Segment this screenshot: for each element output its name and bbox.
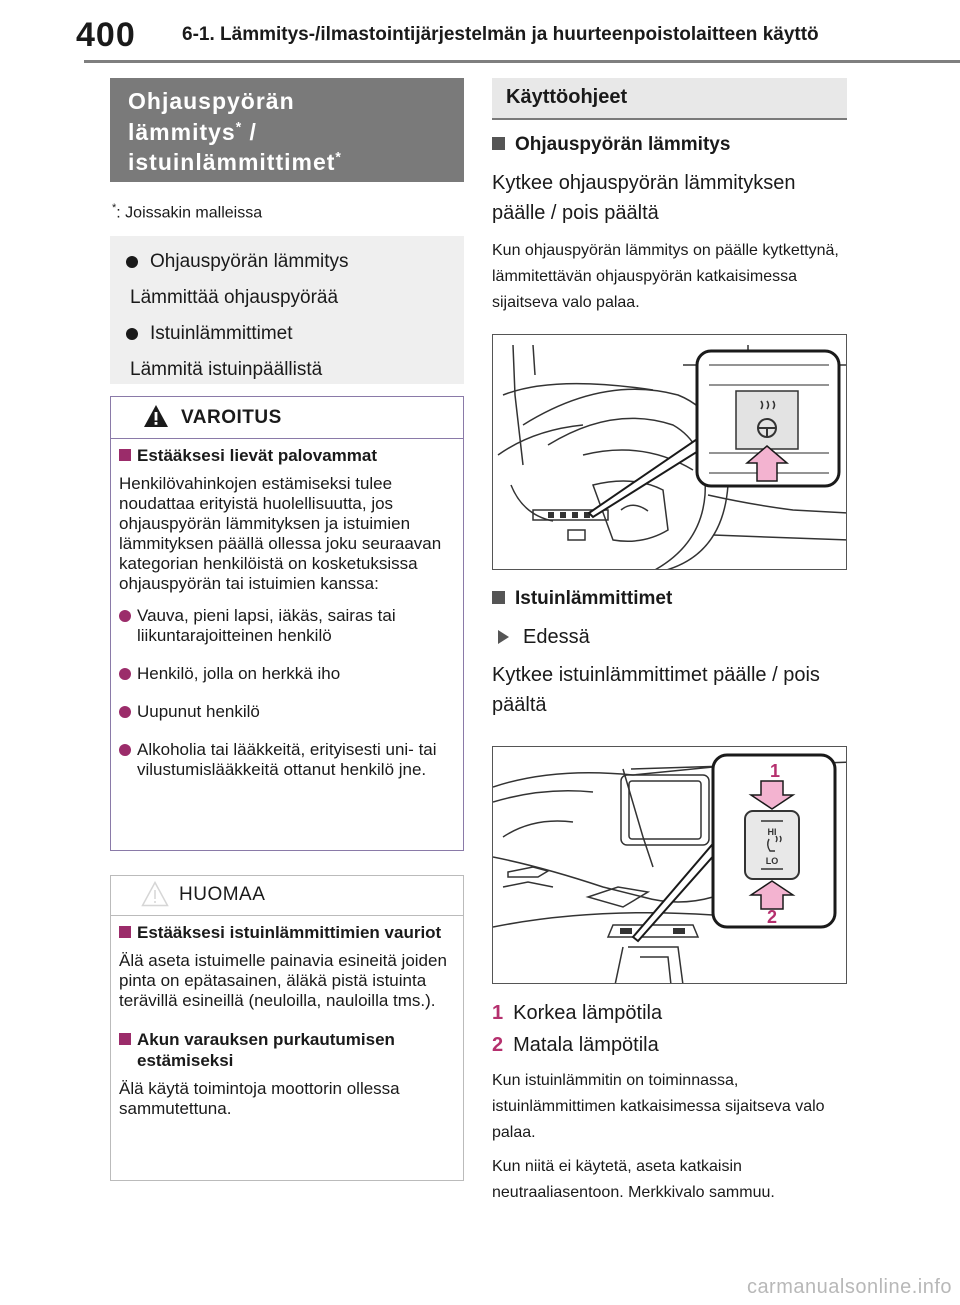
notice-text: Älä käytä toimintoja moottorin ollessa sammutettuna. xyxy=(119,1079,400,1119)
warning-text: Henkilövahinkojen estämiseksi tulee noudattaa erityistä huolellisuutta, jos ohjauspyörän lämmityksen ja istuimien lämmityksen päällä ollessa joku seuraavan kategorian henkilöistä on kosketuksissa ohjauspyörän tai istuimien kanssa: xyxy=(119,474,442,594)
page-number: 400 xyxy=(76,16,136,54)
asterisk-mark: * xyxy=(335,148,342,165)
steering-wheel-drawing xyxy=(493,335,847,570)
triangle-bullet-icon xyxy=(498,630,509,644)
list-item: Henkilö, jolla on herkkä iho xyxy=(119,664,455,684)
section-title-line2: lämmitys* / xyxy=(128,117,257,145)
level-item: 1 Korkea lämpötila xyxy=(492,1002,663,1024)
asterisk-mark: * xyxy=(235,117,243,134)
circle-bullet-icon xyxy=(119,744,131,756)
notice-heading: Akun varauksen purkautumisen estämiseksi xyxy=(119,1029,455,1071)
front-label: Edessä xyxy=(492,622,847,652)
list-item: Vauva, pieni lapsi, iäkäs, sairas tai liikuntarajoitteinen henkilö xyxy=(119,606,455,646)
notice-header xyxy=(111,876,463,916)
seat-heater-drawing xyxy=(493,747,847,984)
level-item: 2 Matala lämpötila xyxy=(492,1034,659,1056)
circle-bullet-icon xyxy=(119,706,131,718)
feature-item: Istuinlämmittimet xyxy=(122,316,452,352)
left-column xyxy=(110,78,464,1181)
hi-label: HI xyxy=(767,827,777,837)
warning-label: VAROITUS xyxy=(181,407,282,429)
section-title-line3: istuinlämmittimet* xyxy=(128,148,342,176)
feature-desc: Lämmittää ohjauspyörää xyxy=(130,287,339,309)
callout-2: 2 xyxy=(766,907,778,927)
feature-summary-box xyxy=(110,236,464,384)
seat-description: Kytkee istuinlämmittimet päälle / pois päältä xyxy=(492,664,820,716)
seat-note-2: Kun niitä ei käytetä, aseta katkaisin neutraaliasentoon. Merkkivalo sammuu. xyxy=(492,1158,775,1201)
feature-desc: Lämmitä istuinpäällistä xyxy=(130,359,323,381)
steering-heading: Ohjauspyörän lämmitys xyxy=(492,132,847,158)
watermark: carmanualsonline.info xyxy=(746,1276,952,1298)
list-item: Uupunut henkilö xyxy=(119,702,455,722)
lo-label: LO xyxy=(765,856,779,866)
seat-note-1: Kun istuinlämmitin on toiminnassa, istuinlämmittimen katkaisimessa sijaitseva valo palaa. xyxy=(492,1072,825,1141)
square-bullet-icon xyxy=(492,591,505,604)
footnote: *: Joissakin malleissa xyxy=(112,202,263,222)
warning-body xyxy=(111,439,463,780)
circle-bullet-icon xyxy=(119,668,131,680)
section-title-line1: Ohjauspyörän xyxy=(128,88,295,114)
notice-label: HUOMAA xyxy=(179,884,266,906)
steering-heater-illustration xyxy=(492,334,847,570)
right-column xyxy=(492,78,847,1206)
notice-text: Älä aseta istuimelle painavia esineitä joiden pinta on epätasainen, äläkä pistä istuinta terävillä esineillä (neuloilla, nauloilla tms.). xyxy=(119,951,447,1011)
notice-box xyxy=(110,875,464,1181)
warning-heading: Estääksesi lievät palovammat xyxy=(119,445,455,466)
seat-heater-illustration xyxy=(492,746,847,984)
circle-bullet-icon xyxy=(119,610,131,622)
feature-item: Ohjauspyörän lämmitys xyxy=(122,244,452,280)
header-divider xyxy=(84,60,960,63)
page-header xyxy=(0,0,960,64)
square-bullet-icon xyxy=(119,449,131,461)
steering-description: Kytkee ohjauspyörän lämmityksen päälle / pois päältä xyxy=(492,172,796,224)
section-title xyxy=(110,78,464,182)
level-number: 1 xyxy=(492,1002,504,1024)
warning-header xyxy=(111,397,463,439)
notice-heading: Estääksesi istuinlämmittimien vauriot xyxy=(119,922,455,943)
instructions-title: Käyttöohjeet xyxy=(492,78,847,120)
level-number: 2 xyxy=(492,1034,504,1056)
chapter-title: 6-1. Lämmitys-/ilmastointijärjestelmän ja huurteenpoistolaitteen käyttö xyxy=(182,24,819,45)
warning-icon xyxy=(143,404,169,428)
callout-1: 1 xyxy=(769,761,781,781)
square-bullet-icon xyxy=(119,1033,131,1045)
steering-note: Kun ohjauspyörän lämmitys on päälle kytkettynä, lämmitettävän ohjauspyörän katkaisimessa sijaitseva valo palaa. xyxy=(492,242,839,311)
bullet-icon xyxy=(126,328,138,340)
square-bullet-icon xyxy=(119,926,131,938)
bullet-icon xyxy=(126,256,138,268)
caution-icon xyxy=(141,881,169,907)
seat-heading: Istuinlämmittimet xyxy=(492,586,847,612)
warning-box xyxy=(110,396,464,851)
list-item: Alkoholia tai lääkkeitä, erityisesti uni- tai vilustumislääkkeitä ottanut henkilö jne. xyxy=(119,740,455,780)
notice-body xyxy=(111,916,463,1119)
square-bullet-icon xyxy=(492,137,505,150)
